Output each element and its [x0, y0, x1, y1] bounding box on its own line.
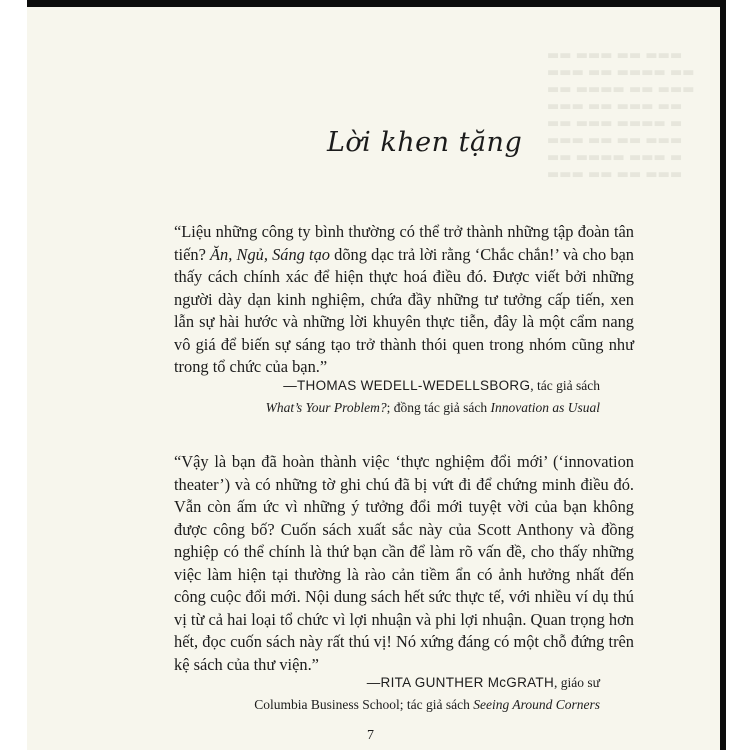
endorsement-quote-2: “Vậy là bạn đã hoàn thành việc ‘thực nghiệm đổi mới’ (‘innovation theater’) và có những tờ ghi chú đã bị vứt đi để chứng minh điều đó. Vẫn còn ấm ức vì những ý tưởng đổi mới tuyệt vời của bạn không được công bố? Cuốn sách xuất sắc này của Scott Anthony và đồng nghiệp có thể chính là thứ bạn cần để làm rõ vấn đề, cho thấy những việc làm hiện tại thường là rào cản tiềm ẩn có ảnh hưởng nhất đến công cuộc đổi mới. Nội dung sách hết sức thực tế, với nhiều ví dụ thú vị từ cả hai loại tổ chức vì lợi nhuận và phi lợi nhuận. Quan trọng hơn hết, đọc cuốn sách này rất thú vị! Nó xứng đáng có một chỗ đứng trên kệ sách của thư viện.” [174, 452, 634, 674]
attribution-1-role: , tác giả sách [530, 378, 600, 393]
book-page [27, 0, 726, 750]
quote-1-book-title: Ăn, Ngủ, Sáng tạo [210, 244, 330, 264]
attribution-2-role: , giáo sư [554, 675, 600, 690]
attribution-2-book: Seeing Around Corners [473, 697, 600, 712]
show-through-text: ▬▬ ▬▬▬ ▬▬ ▬▬▬ ▬▬▬ ▬▬ ▬▬▬▬ ▬▬ ▬▬ ▬▬▬▬ ▬▬ ▬▬▬ ▬▬▬ ▬▬ ▬▬▬ ▬▬ ▬▬ ▬▬▬ ▬▬▬▬ ▬ ▬▬▬ ▬▬ ▬▬ ▬▬▬ ▬▬ ▬▬▬▬ ▬▬▬ ▬ ▬▬▬ ▬▬ ▬▬ ▬▬▬ [547, 48, 695, 182]
endorsement-quote-1 [174, 221, 634, 379]
attribution-2-role-2: Columbia Business School; tác giả sách [254, 697, 474, 712]
page-number: 7 [367, 728, 374, 743]
quote-1-text-start: “Liệu những công ty bình thường có thể trở thành những tập đoàn tân tiến? [174, 222, 634, 264]
attribution-1-role-2: ; đồng tác giả sách [386, 400, 491, 415]
attribution-1-book: What’s Your Problem? [265, 400, 387, 415]
page-title: Lời khen tặng [327, 127, 523, 158]
endorsement-attribution-2 [84, 672, 600, 716]
quote-1-text-end: dõng dạc trả lời rằng ‘Chắc chắn!’ và cho bạn thấy cách chính xác để hiện thực hoá điều đó. Được viết bởi những người dày dạn kinh nghiệm, chứa đầy những tư tưởng cấp tiến, xen lẫn sự hài hước và những lời khuyên thực tiễn, đây là một cẩm nang vô giá để biến sự sáng tạo trở thành thói quen trong nhóm cũng như trong tổ chức của bạn.” [174, 244, 634, 376]
attribution-2-author: —RITA GUNTHER McGRATH [366, 675, 555, 690]
endorsement-attribution-1 [84, 375, 600, 419]
attribution-1-book-2: Innovation as Usual [490, 400, 600, 415]
attribution-1-author: —THOMAS WEDELL-WEDELLSBORG [283, 378, 531, 393]
